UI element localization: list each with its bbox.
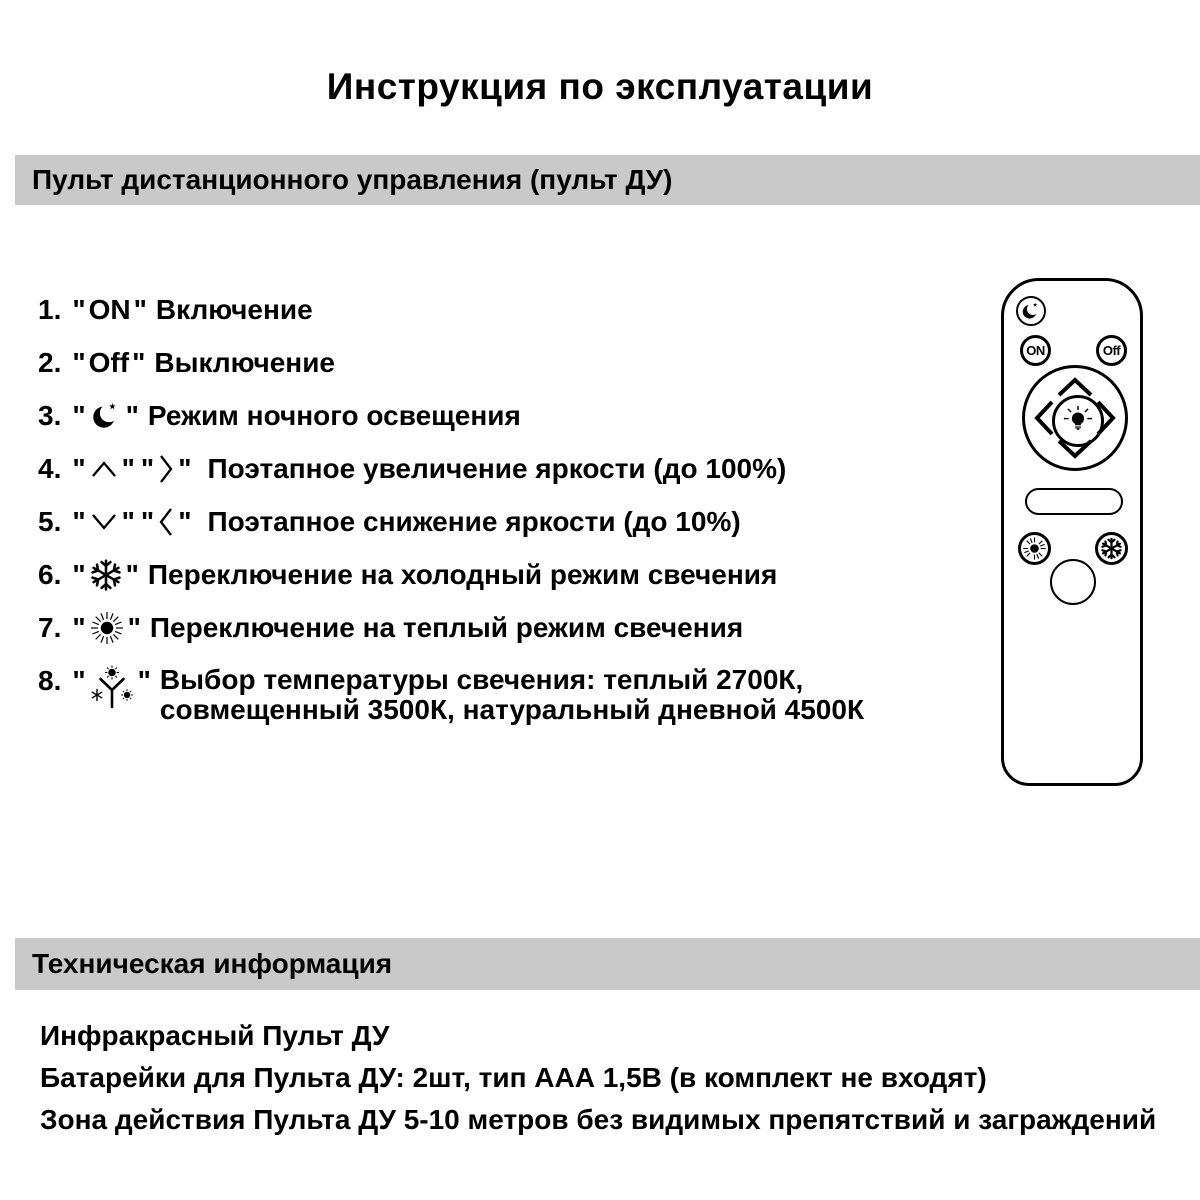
snowflake-icon	[89, 558, 123, 592]
item-number: 3.	[38, 400, 62, 431]
quote-mark: "	[72, 400, 86, 431]
tech-section-header-label: Техническая информация	[32, 948, 393, 979]
quote-mark: "	[132, 347, 146, 378]
quote-mark: "	[178, 453, 192, 484]
item-text: Поэтапное увеличение яркости (до 100%)	[207, 453, 787, 484]
remote-control-illustration	[1001, 278, 1143, 786]
night-mode-button	[1016, 296, 1046, 326]
item-number: 8.	[38, 665, 62, 696]
item-text: Поэтапное снижение яркости (до 10%)	[207, 506, 741, 537]
item-text: Выключение	[154, 347, 336, 378]
moon-icon	[89, 399, 123, 433]
quote-mark: "	[72, 294, 86, 325]
remote-buttons-list	[38, 294, 958, 750]
item-number: 4.	[38, 453, 62, 484]
remote-section-header-label: Пульт дистанционного управления (пульт ДУ)	[32, 164, 673, 195]
item-text: Включение	[155, 294, 313, 325]
quote-mark: "	[121, 453, 135, 484]
color-temperature-icon	[89, 665, 135, 711]
quote-mark: "	[137, 665, 151, 696]
sun-icon	[89, 610, 125, 646]
page-title: Инструкция по эксплуатации	[326, 66, 874, 107]
item-number: 7.	[38, 612, 62, 643]
brightness-up-arrow	[1059, 380, 1091, 395]
off-button	[1096, 335, 1127, 366]
chevron-down-icon	[89, 512, 119, 532]
warm-mode-button	[1018, 532, 1051, 565]
quote-mark: "	[72, 612, 86, 643]
quote-mark: "	[121, 506, 135, 537]
on-button-label: ON	[1026, 343, 1045, 358]
bulb-icon	[1057, 400, 1099, 442]
list-item-brightness-down	[38, 506, 958, 538]
list-item-on	[38, 294, 958, 326]
list-item-color-temperature	[38, 665, 958, 729]
item-number: 5.	[38, 506, 62, 537]
extra-round-button	[1050, 559, 1096, 605]
quote-mark: "	[72, 347, 86, 378]
on-key-label: ON	[88, 294, 131, 325]
item-number: 2.	[38, 347, 62, 378]
item-text-line2: совмещенный 3500К, натуральный дневной 4500К	[159, 694, 865, 725]
item-text: Переключение на холодный режим свечения	[147, 559, 778, 590]
brightness-down-step-arrow	[1037, 402, 1052, 434]
quote-mark: "	[133, 294, 147, 325]
list-item-brightness-up	[38, 453, 958, 485]
item-text	[160, 665, 864, 725]
quote-mark: "	[125, 559, 139, 590]
on-button	[1020, 335, 1051, 366]
list-item-night-mode	[38, 400, 958, 432]
chevron-right-icon	[157, 452, 175, 486]
item-number: 1.	[38, 294, 62, 325]
quote-mark: "	[72, 506, 86, 537]
quote-mark: "	[140, 506, 155, 537]
quote-mark: "	[72, 665, 86, 696]
scene-button	[1025, 488, 1123, 515]
item-text-line1: Выбор температуры свечения: теплый 2700К,	[159, 664, 804, 695]
quote-mark: "	[125, 400, 139, 431]
sun-icon	[1022, 536, 1047, 561]
nav-pad	[1022, 365, 1128, 471]
light-button	[1052, 395, 1104, 447]
tech-line-remote-type: Инфракрасный Пульт ДУ	[40, 1020, 390, 1051]
remote-section-header	[15, 155, 1200, 205]
quote-mark: "	[127, 612, 141, 643]
quote-mark: "	[140, 453, 155, 484]
snowflake-icon	[1100, 537, 1123, 560]
off-button-label: Off	[1102, 343, 1121, 358]
tech-section-header	[15, 938, 1200, 990]
quote-mark: "	[178, 506, 192, 537]
quote-mark: "	[72, 453, 86, 484]
item-text: Режим ночного освещения	[147, 400, 521, 431]
list-item-off	[38, 347, 958, 379]
chevron-left-icon	[157, 505, 175, 539]
chevron-up-icon	[89, 459, 119, 479]
item-text: Переключение на теплый режим свечения	[149, 612, 744, 643]
moon-icon	[1020, 300, 1042, 322]
list-item-warm-mode	[38, 612, 958, 644]
list-item-cold-mode	[38, 559, 958, 591]
tech-line-batteries: Батарейки для Пульта ДУ: 2шт, тип ААА 1,5В (в комплект не входят)	[40, 1062, 987, 1093]
off-key-label: Off	[88, 347, 130, 378]
item-number: 6.	[38, 559, 62, 590]
cold-mode-button	[1095, 532, 1128, 565]
quote-mark: "	[72, 559, 86, 590]
tech-line-range: Зона действия Пульта ДУ 5-10 метров без видимых препятствий и заграждений	[40, 1104, 1157, 1135]
technical-info	[40, 1019, 1156, 1145]
